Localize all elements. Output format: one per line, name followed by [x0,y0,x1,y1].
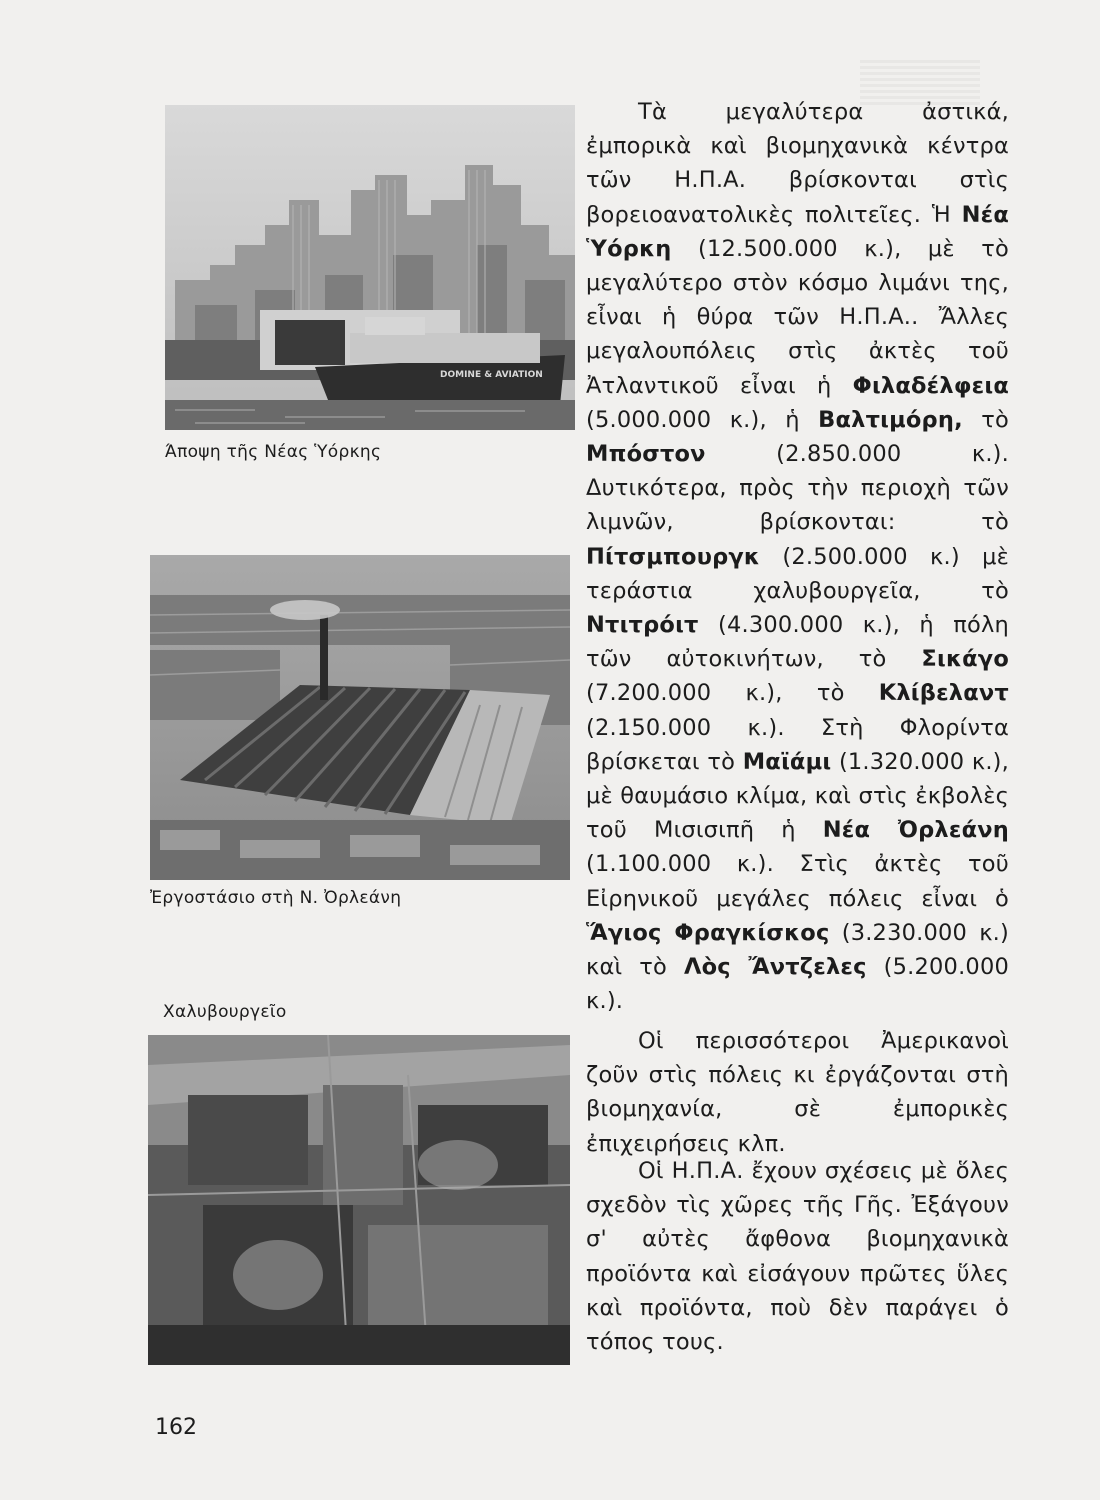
new-york-photo [165,105,575,430]
city-new-york: Νέα Ὑόρκη [586,201,1009,262]
city-boston: Μπόστον [586,441,706,468]
trade-paragraph [586,1154,1009,1359]
ship-lettering: DOMINE & AVIATION [440,370,543,380]
text-run: (2.850.000 κ.). Δυτικότερα, πρὸς τὴν περιοχὴ τῶν λιμνῶν, βρίσκονται: τὸ [586,441,1009,536]
trade-paragraph-text: Οἱ Η.Π.Α. ἔχουν σχέσεις μὲ ὅλες σχεδὸν τὶς χῶρες τῆς Γῆς. Ἐξάγουν σ' αὐτὲς ἄφθονα βιομηχανικὰ προϊόντα καὶ εἰσάγουν πρῶτες ὕλες καὶ προϊόντα, ποὺ δὲν παράγει ὁ τόπος τους. [586,1158,1009,1356]
city-chicago: Σικάγο [921,646,1009,673]
page-number: 162 [155,1415,197,1440]
factory-photo-graphic [150,555,570,880]
city-baltimore: Βαλτιμόρη, [818,406,963,433]
new-york-caption: Άποψη τῆς Νέας Ὑόρκης [165,442,382,462]
city-los-angeles: Λὸς Ἄντζελες [683,954,867,981]
text-run: (5.200.000 κ.). [586,954,1009,1015]
new-york-photo-graphic [165,105,575,430]
city-san-francisco: Ἅγιος Φραγκίσκος [586,919,830,946]
text-run: τὸ [962,406,1009,433]
text-run: (1.320.000 κ.), μὲ θαυμάσιο κλίμα, καὶ στὶς ἐκβολὲς τοῦ Μισισιπῆ ἡ [586,748,1009,844]
text-run: (1.100.000 κ.). Στὶς ἀκτὲς τοῦ Εἰρηνικοῦ μεγάλες πόλεις εἶναι ὁ [586,851,1009,912]
city-philadelphia: Φιλαδέλφεια [852,372,1009,399]
city-cleveland: Κλίβελαντ [878,680,1009,707]
text-run: (7.200.000 κ.), τὸ [586,680,879,707]
population-paragraph [586,1024,1009,1161]
text-run: (12.500.000 κ.), μὲ τὸ μεγαλύτερο στὸν κόσμο λιμάνι της, εἶναι ἡ θύρα τῶν Η.Π.Α.. Ἄλλες μεγαλουπόλεις στὶς ἀκτὲς τοῦ Ἀτλαντικοῦ εἶναι ἡ [586,235,1009,399]
text-run: (2.150.000 κ.). Στὴ Φλορίντα βρίσκεται τὸ [586,714,1009,775]
city-miami: Μαϊάμι [742,748,832,775]
cities-paragraph [586,95,1009,1018]
cities-paragraph-text [586,95,1009,1018]
population-paragraph-text: Οἱ περισσότεροι Ἀμερικανοὶ ζοῦν στὶς πόλεις κι ἐργάζονται στὴ βιομηχανία, σὲ ἐμπορικὲς ἐπιχειρήσεις κλπ. [586,1028,1009,1157]
steelworks-caption: Χαλυβουργεῖο [163,1002,287,1022]
text-run: (3.230.000 κ.) καὶ τὸ [586,919,1009,981]
city-new-orleans: Νέα Ὀρλεάνη [822,817,1009,844]
text-run: (2.500.000 κ.) μὲ τεράστια χαλυβουργεῖα, τὸ [586,543,1009,604]
city-pittsburgh: Πίτσμπουργκ [586,543,761,570]
text-run: (4.300.000 κ.), ἡ πόλη τῶν αὐτοκινήτων, τὸ [586,612,1009,673]
text-run: (5.000.000 κ.), ἡ [586,406,819,433]
factory-photo [150,555,570,880]
steelworks-photo [148,1035,570,1365]
factory-caption: Ἐργοστάσιο στὴ Ν. Ὀρλεάνη [150,888,402,908]
text-run: Τὰ μεγαλύτερα ἀστικά, ἐμπορικὰ καὶ βιομηχανικὰ κέντρα τῶν Η.Π.Α. βρίσκονται στὶς βορειοανατολικὲς πολιτεῖες. Ἡ [586,99,1009,228]
city-detroit: Ντιτρόιτ [586,612,699,639]
steelworks-photo-graphic [148,1035,570,1365]
